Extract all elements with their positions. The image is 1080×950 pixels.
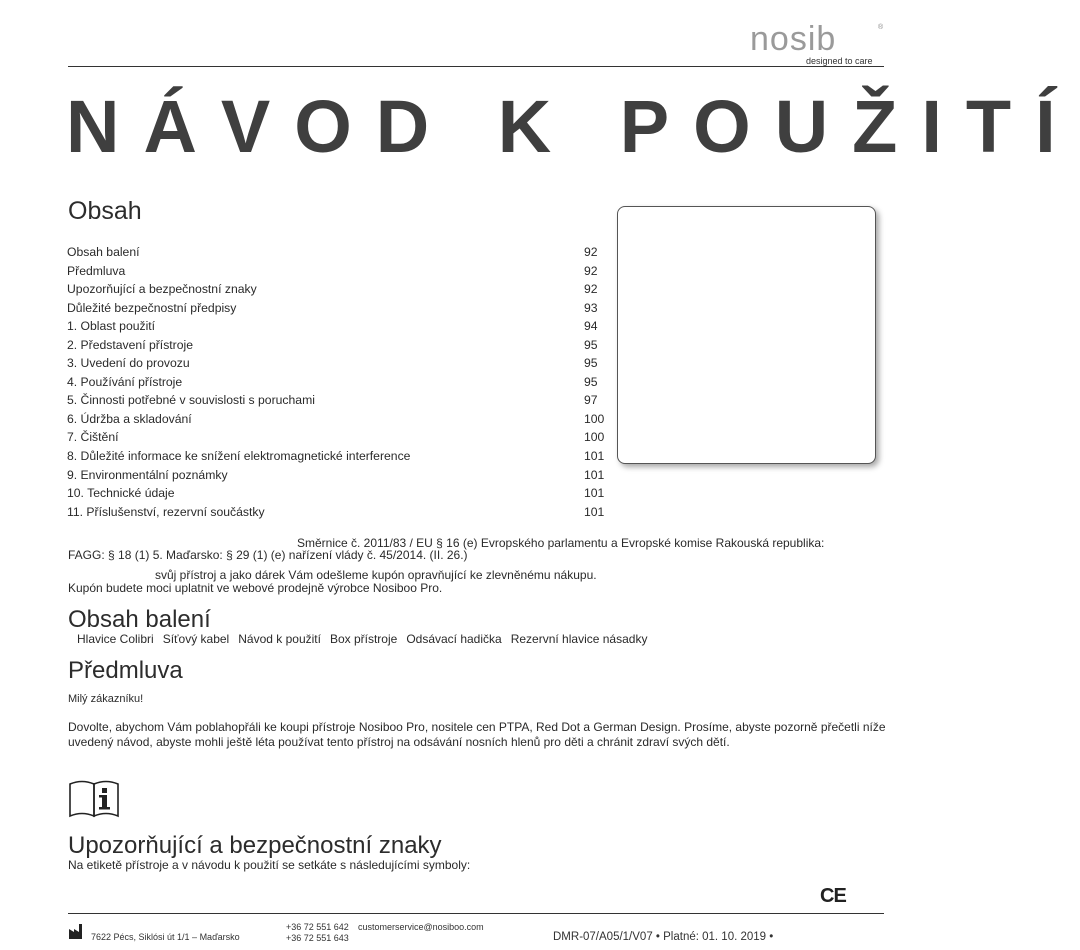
toc-item-label: 8. Důležité informace ke snížení elektromagnetické interference	[67, 449, 411, 464]
document-code: DMR-07/A05/1/V07 • Platné: 01. 10. 2019 •	[553, 931, 774, 943]
toc-item	[67, 336, 627, 355]
package-item: Návod k použití	[238, 632, 321, 646]
product-image-frame	[617, 206, 876, 464]
toc-item-label: 4. Používání přístroje	[67, 374, 183, 389]
toc-item	[67, 447, 627, 466]
page-title: NÁVOD K POUŽITÍ	[66, 85, 1080, 168]
manufacturer-icon	[68, 922, 88, 940]
toc-item	[67, 373, 627, 392]
toc-item-label: 9. Environmentální poznámky	[67, 467, 228, 482]
toc-item-page: 94	[584, 319, 598, 334]
footer-divider	[68, 913, 884, 914]
symbols-intro: Na etiketě přístroje a v návodu k použití se setkáte s následujícími symboly:	[68, 858, 471, 872]
toc-item-label: Předmluva	[67, 263, 126, 278]
foreword-greeting: Milý zákazníku!	[68, 693, 144, 705]
toc-item-page: 101	[584, 504, 605, 519]
toc-item	[67, 484, 627, 503]
directive-line-2: FAGG: § 18 (1) 5. Maďarsko: § 29 (1) (e) nařízení vlády č. 45/2014. (II. 26.)	[68, 548, 468, 562]
footer-email: customerservice@nosiboo.com	[358, 922, 484, 932]
toc-item-page: 92	[584, 263, 598, 278]
toc-item	[67, 299, 627, 318]
toc-item	[67, 466, 627, 485]
toc-item-label: Upozorňující a bezpečnostní znaky	[67, 282, 257, 297]
package-item: Hlavice Colibri	[77, 632, 154, 646]
header-divider	[68, 66, 884, 67]
toc-item	[67, 280, 627, 299]
brand-tagline: designed to care	[806, 56, 873, 66]
toc-item-page: 95	[584, 374, 598, 389]
toc-item-page: 95	[584, 337, 598, 352]
toc-item	[67, 428, 627, 447]
toc-item-page: 101	[584, 467, 605, 482]
toc-item-label: 11. Příslušenství, rezervní součástky	[67, 504, 265, 519]
toc-item	[67, 503, 627, 522]
manual-info-icon	[68, 778, 122, 818]
toc-item-label: 5. Činnosti potřebné v souvislosti s poruchami	[67, 393, 315, 408]
ce-mark-icon: CE	[820, 885, 846, 907]
toc-item	[67, 391, 627, 410]
toc-heading: Obsah	[68, 197, 142, 225]
directive-line-4: Kupón budete moci uplatnit ve webové prodejně výrobce Nosiboo Pro.	[68, 581, 443, 595]
toc-item-label: 2. Představení přístroje	[67, 337, 193, 352]
toc-item-page: 100	[584, 430, 605, 445]
toc-item	[67, 410, 627, 429]
toc-item-label: 10. Technické údaje	[67, 486, 175, 501]
foreword-heading: Předmluva	[68, 657, 183, 684]
toc-item	[67, 354, 627, 373]
toc-item-label: Obsah balení	[67, 245, 140, 259]
toc-item-label: 7. Čištění	[67, 430, 119, 445]
toc-item-label: 3. Uvedení do provozu	[67, 356, 190, 371]
symbols-heading: Upozorňující a bezpečnostní znaky	[68, 832, 442, 859]
toc-item-label: 1. Oblast použití	[67, 319, 156, 334]
toc-item-page: 101	[584, 449, 605, 464]
toc-item-page: 95	[584, 356, 598, 371]
toc-item-page: 101	[584, 486, 605, 501]
toc-item	[67, 243, 627, 262]
toc-item-page: 92	[584, 245, 598, 259]
directive-line-1: Směrnice č. 2011/83 / EU § 16 (e) Evropského parlamentu a Evropské komise Rakouská republika:	[297, 536, 825, 550]
package-item: Síťový kabel	[162, 632, 230, 646]
toc-item-label: 6. Údržba a skladování	[67, 411, 192, 426]
table-of-contents	[67, 243, 627, 521]
toc-item-page: 92	[584, 282, 598, 297]
footer-phone-1: +36 72 551 642	[286, 922, 349, 932]
package-item: Rezervní hlavice násadky	[510, 632, 648, 646]
toc-item-page: 97	[584, 393, 598, 408]
brand-logo: nosib	[750, 20, 837, 58]
toc-item-page: 100	[584, 411, 605, 426]
package-contents-heading: Obsah balení	[68, 606, 211, 633]
package-item: Box přístroje	[329, 632, 398, 646]
directive-line-3: svůj přístroj a jako dárek Vám odešleme kupón opravňující ke zlevněnému nákupu.	[155, 568, 597, 582]
footer-address: 7622 Pécs, Siklósi út 1/1 – Maďarsko	[91, 932, 240, 942]
footer-phone-2: +36 72 551 643	[286, 933, 349, 943]
package-item: Odsávací hadička	[406, 632, 502, 646]
package-contents-list	[77, 632, 656, 646]
registered-mark: ®	[878, 24, 884, 31]
toc-item-page: 93	[584, 300, 598, 315]
toc-item	[67, 262, 627, 281]
foreword-body: Dovolte, abychom Vám poblahopřáli ke koupi přístroje Nosiboo Pro, nositele cen PTPA, Red Dot a German Design. Prosíme, abyste pozorně přečetli níže uvedený návod, abyste mohli ještě léta používat tento přístroj na odsávání nosních hlenů pro děti a chránit zdraví svých dětí.	[68, 720, 886, 749]
toc-item-label: Důležité bezpečnostní předpisy	[67, 300, 237, 315]
toc-item	[67, 317, 627, 336]
